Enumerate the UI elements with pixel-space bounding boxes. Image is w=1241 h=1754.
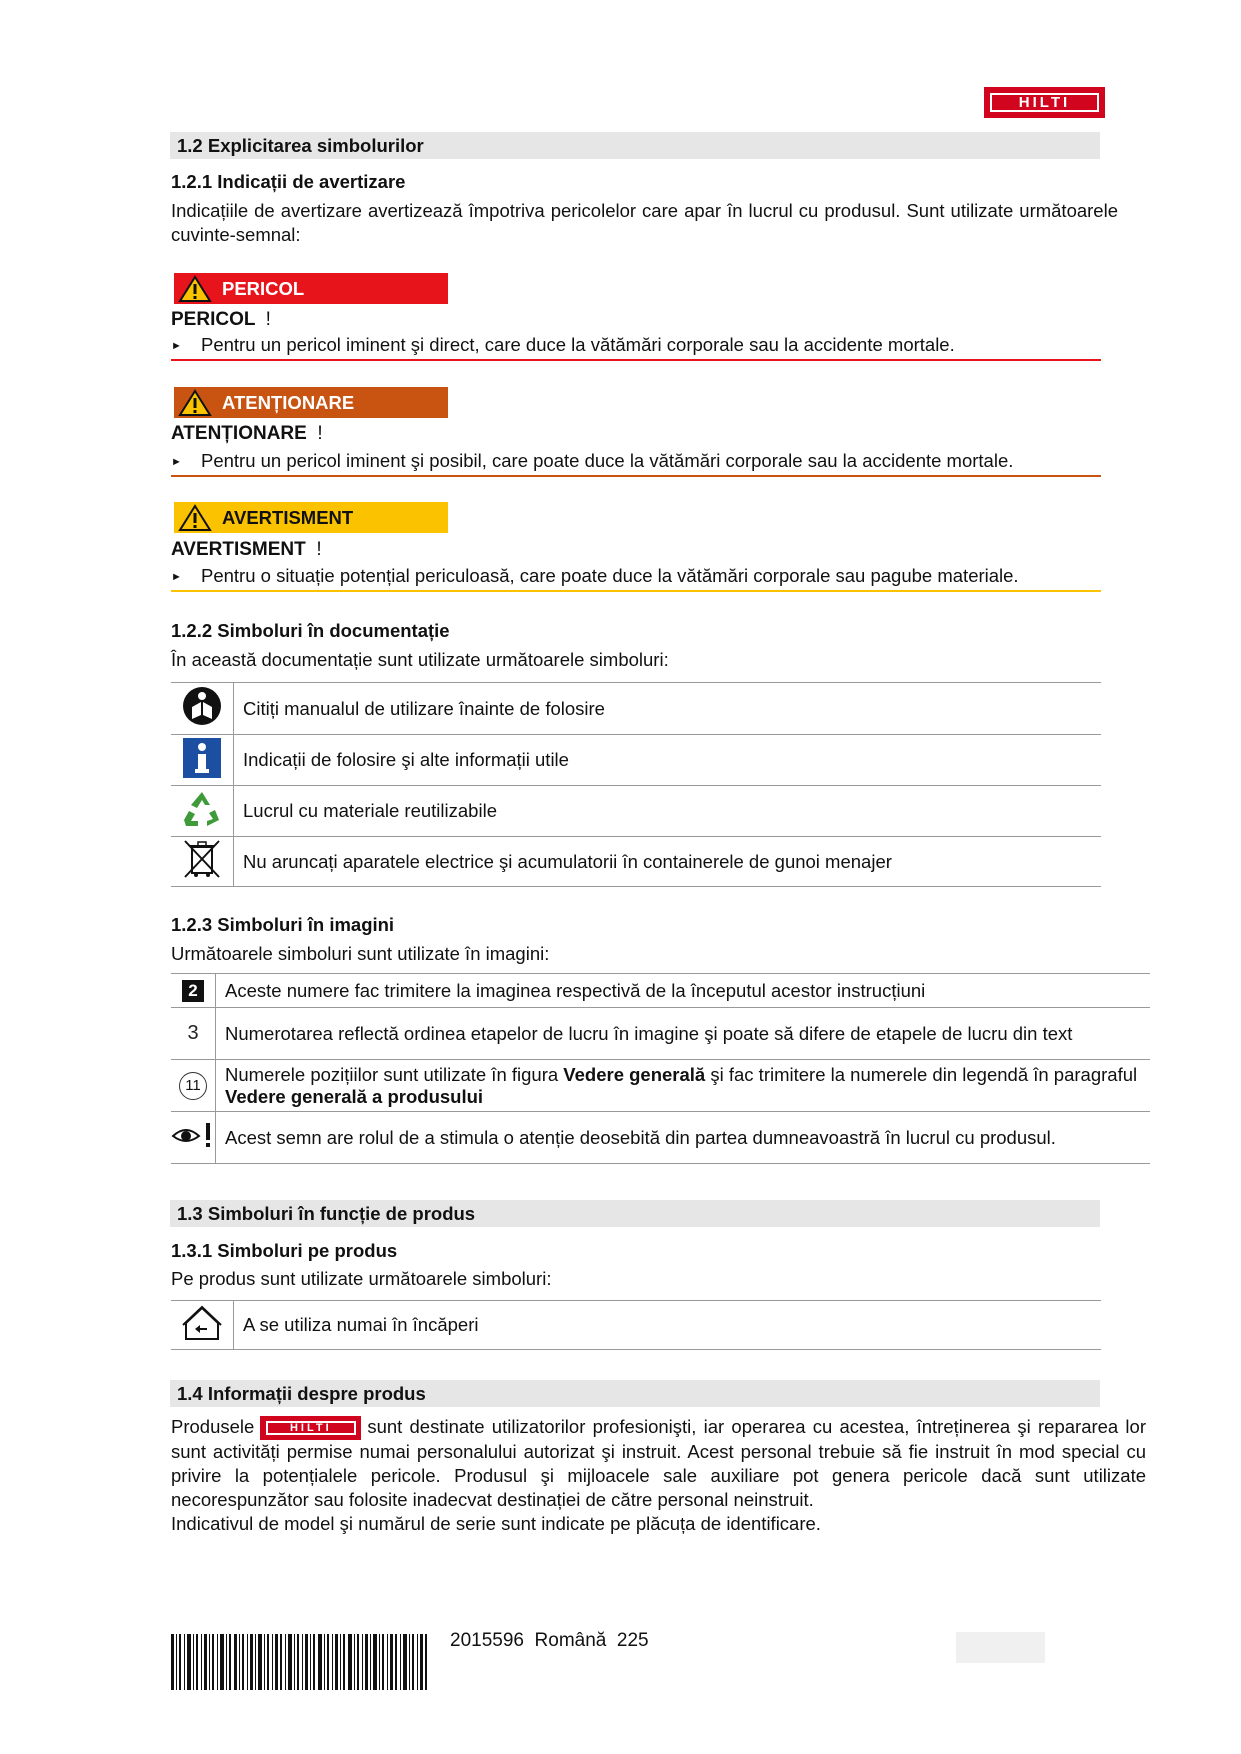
warnings-intro: Indicațiile de avertizare avertizează împotriva pericolelor care apar în lucrul cu produsul. Sunt utilizate următoarele cuvinte-semnal: xyxy=(171,200,1118,245)
table-row xyxy=(171,837,1101,887)
bullet-arrow-icon: ► xyxy=(171,340,182,353)
divider-orange xyxy=(171,475,1101,477)
position-number-icon: 11 xyxy=(179,1072,207,1100)
product-symbol-text: A se utiliza numai în încăperi xyxy=(234,1301,1102,1350)
table-row xyxy=(171,974,1150,1008)
signal-title-pericol: PERICOL ! xyxy=(171,309,271,330)
doc-symbols-intro: În această documentație sunt utilizate următoarele simboluri: xyxy=(171,649,669,670)
hilti-logo xyxy=(984,87,1105,118)
signal-title-avertisment: AVERTISMENT ! xyxy=(171,539,322,560)
image-symbols-intro: Următoarele simboluri sunt utilizate în imagini: xyxy=(171,943,550,964)
table-row xyxy=(171,786,1101,837)
footer-page-info: 2015596 Română 225 xyxy=(450,1630,649,1651)
image-symbol-text: Numerotarea reflectă ordinea etapelor de lucru în imagine şi poate să difere de etapele de lucru din text xyxy=(216,1008,1151,1060)
image-symbol-text: Numerele pozițiilor sunt utilizate în figura Vedere generală şi fac trimitere la numerele din legendă în paragraful Vedere generală a produsului xyxy=(216,1060,1151,1112)
bullet-arrow-icon: ► xyxy=(171,456,182,469)
hilti-logo-text: HILTI xyxy=(990,93,1099,112)
signal-label: PERICOL xyxy=(222,277,305,299)
image-symbol-text: Aceste numere fac trimitere la imaginea respectivă de la începutul acestor instrucțiuni xyxy=(216,974,1151,1008)
crossed-bin-icon xyxy=(181,837,223,881)
step-number-icon: 3 xyxy=(187,1022,199,1044)
table-row xyxy=(171,735,1101,786)
signal-label: AVERTISMENT xyxy=(222,506,354,528)
barcode xyxy=(171,1634,427,1690)
signal-description-atentionare: ► Pentru un pericol iminent şi posibil, care poate duce la vătămări corporale sau la accidente mortale. xyxy=(171,450,1014,471)
doc-symbol-text: Indicații de folosire şi alte informații utile xyxy=(234,735,1102,786)
attention-eye-icon xyxy=(171,1120,215,1150)
signal-title-atentionare: ATENȚIONARE ! xyxy=(171,423,323,444)
subsection-1-2-1-title: 1.2.1 Indicații de avertizare xyxy=(171,171,406,192)
subsection-1-2-3-title: 1.2.3 Simboluri în imagini xyxy=(171,914,395,935)
product-id-paragraph: Indicativul de model şi numărul de serie sunt indicate pe plăcuța de identificare. xyxy=(171,1513,821,1534)
section-1-3-title: 1.3 Simboluri în funcție de produs xyxy=(170,1200,1100,1227)
signal-description-avertisment: ► Pentru o situație potențial periculoasă, care poate duce la vătămări corporale sau pagube materiale. xyxy=(171,565,1019,586)
recycle-icon xyxy=(181,788,223,830)
hilti-logo-inline: HILTI xyxy=(260,1416,361,1440)
divider-yellow xyxy=(171,590,1101,592)
doc-symbol-text: Nu aruncați aparatele electrice şi acumulatorii în containerele de gunoi menajer xyxy=(234,837,1102,887)
image-symbols-table xyxy=(171,973,1150,1164)
table-row xyxy=(171,683,1101,735)
indoor-use-icon xyxy=(181,1303,223,1343)
table-row xyxy=(171,1060,1150,1112)
signal-label: ATENȚIONARE xyxy=(222,391,355,413)
read-manual-icon xyxy=(181,685,223,727)
image-symbol-text: Acest semn are rolul de a stimula o atenție deosebită din partea dumneavoastră în lucrul cu produsul. xyxy=(216,1112,1151,1164)
doc-symbol-text: Lucrul cu materiale reutilizabile xyxy=(234,786,1102,837)
info-icon xyxy=(182,737,222,779)
signal-word-avertisment xyxy=(174,502,448,533)
doc-symbol-text: Citiți manualul de utilizare înainte de folosire xyxy=(234,683,1102,735)
subsection-1-3-1-title: 1.3.1 Simboluri pe produs xyxy=(171,1240,398,1261)
warning-triangle-icon xyxy=(178,504,212,532)
bullet-arrow-icon: ► xyxy=(171,571,182,584)
product-symbols-table xyxy=(171,1300,1101,1350)
table-row xyxy=(171,1301,1101,1350)
section-1-2-title: 1.2 Explicitarea simbolurilor xyxy=(170,132,1100,159)
signal-description-pericol: ► Pentru un pericol iminent şi direct, care duce la vătămări corporale sau la accidente mortale. xyxy=(171,334,955,355)
warning-triangle-icon xyxy=(178,389,212,417)
figure-number-icon: 2 xyxy=(182,980,204,1002)
footer-grey-box xyxy=(956,1632,1045,1663)
table-row xyxy=(171,1008,1150,1060)
warning-triangle-icon xyxy=(178,275,212,303)
doc-symbols-table xyxy=(171,682,1101,887)
product-info-paragraph: Produsele HILTI sunt destinate utilizatorilor profesionişti, iar operarea cu acestea, întreținerea şi repararea lor sunt activități permise numai personalului autorizat şi instruit. Acest personal trebuie să fie instruit în mod special cu privire la potențialele pericole. Produsul şi mijloacele sale auxiliare pot genera pericole dacă sunt utilizate necorespunzător sau folosite inadecvat destinației de către personal neinstruit. xyxy=(171,1416,1146,1511)
signal-word-atentionare xyxy=(174,387,448,418)
product-symbols-intro: Pe produs sunt utilizate următoarele simboluri: xyxy=(171,1268,552,1289)
signal-word-pericol xyxy=(174,273,448,304)
subsection-1-2-2-title: 1.2.2 Simboluri în documentație xyxy=(171,620,450,641)
table-row xyxy=(171,1112,1150,1164)
divider-red xyxy=(171,359,1101,361)
section-1-4-title: 1.4 Informații despre produs xyxy=(170,1380,1100,1407)
